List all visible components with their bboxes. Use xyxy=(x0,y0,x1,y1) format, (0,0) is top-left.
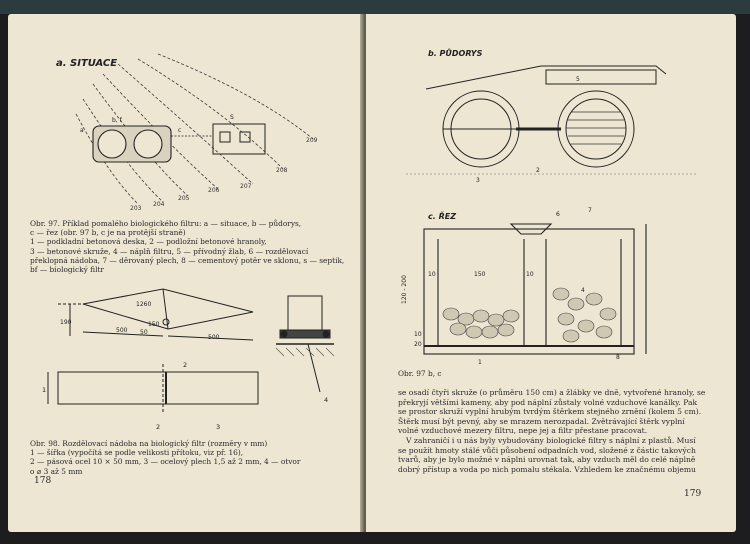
fig97c-mark: 6 xyxy=(556,211,560,218)
fig97c-mark: 10 xyxy=(428,271,436,278)
fig98-dim: 1260 xyxy=(136,301,152,308)
body-line: překryjí většími kameny, aby pod náplní zůstaly volné vzduchové kanálky. Pak xyxy=(398,397,698,407)
fig97c-mark: 20 xyxy=(414,341,422,348)
fig98-mark: 2 xyxy=(156,423,161,431)
right-page xyxy=(366,14,736,532)
fig98-caption xyxy=(30,439,360,476)
left-page xyxy=(8,14,364,532)
fig98-mark: 4 xyxy=(324,396,329,404)
contour-label: 205 xyxy=(178,195,190,202)
fig97b-mark: 3 xyxy=(476,177,480,184)
fig97c-mark: 7 xyxy=(588,207,592,214)
page-number-right: 179 xyxy=(684,489,702,499)
fig97b-mark: 5 xyxy=(576,76,580,83)
fig98-dim: 150 xyxy=(148,321,160,328)
body-line: volné vzduchové mezery filtru, nepe jej a filtr přestane pracovat. xyxy=(398,426,648,436)
fig97c-label: c. ŘEZ xyxy=(428,212,456,221)
caption-line: bf — biologický filtr xyxy=(30,265,104,275)
body-line: Štěrk musí být pevný, aby se mrazem nerozpadal. Zvětrávající štěrk vyplní xyxy=(398,416,685,426)
figure-97c-section xyxy=(366,204,736,374)
fig98-mark: 3 xyxy=(216,423,221,431)
fig97a-mark: b, f xyxy=(112,117,122,124)
figure-97a-situation xyxy=(8,14,364,214)
fig97b-label: b. PŮDORYS xyxy=(428,49,483,58)
body-line: se prostor skruží vyplní hrubým tvrdým štěrkem stejného zrnění (kolem 5 cm). xyxy=(398,407,702,417)
body-line: se osadí čtyři skruže (o průměru 150 cm) a žlábky ve dně, vytvořené hranoly, se xyxy=(398,388,706,397)
fig98-dim: 500 xyxy=(116,327,128,334)
fig97c-mark: 1 xyxy=(478,359,482,366)
contour-label: 203 xyxy=(130,205,142,212)
page-number-left: 178 xyxy=(34,476,52,486)
fig97bc-caption: Obr. 97 b, c xyxy=(398,369,442,378)
body-line: V zahraničí i u nás byly vybudovány biologické filtry s náplní z plastů. Musí xyxy=(406,435,696,445)
fig97a-mark: S xyxy=(230,114,234,121)
fig97c-mark: 10 xyxy=(414,331,422,338)
caption-line: 2 — pásová ocel 10 × 50 mm, 3 — ocelový plech 1,5 až 2 mm, 4 — otvor xyxy=(30,457,301,467)
fig98-dim: 50 xyxy=(140,329,148,336)
fig97a-mark: c xyxy=(178,127,182,134)
fig98-dim: 500 xyxy=(208,334,220,341)
caption-line: 3 — betonové skruže, 4 — náplň filtru, 5 — přívodný žlab, 6 — rozdělovací xyxy=(30,246,309,256)
fig97c-mark: 8 xyxy=(616,354,620,361)
fig97-caption xyxy=(30,219,360,274)
caption-line: o ⌀ 3 až 5 mm xyxy=(30,466,83,476)
caption-line: 1 — šířka (vypočítá se podle velikosti přítoku, viz př. 16), xyxy=(30,448,244,458)
body-line: tvarů, aby je bylo možné v náplni urovnat tak, aby vzduch měl do celé náplně xyxy=(398,455,696,465)
contour-label: 207 xyxy=(240,183,252,190)
contour-label: 206 xyxy=(208,187,220,194)
fig97a-mark: a xyxy=(80,127,84,134)
fig97c-mark: 10 xyxy=(526,271,534,278)
fig98-mark: 1 xyxy=(42,386,47,394)
fig98-dim: 190 xyxy=(60,319,72,326)
fig98-mark: 2 xyxy=(183,361,188,369)
body-line: se použít hmoty stálé vůči působení odpadních vod, složené z částic takových xyxy=(398,445,696,455)
body-line: dobrý přístup a voda po nich pomalu stékala. Vzhledem ke značnému objemu xyxy=(398,464,696,474)
caption-line: c — řez (obr. 97 b, c je na protější straně) xyxy=(30,228,186,238)
figure-97b-plan xyxy=(366,14,736,199)
contour-label: 204 xyxy=(153,201,165,208)
fig97c-mark: 120 - 200 xyxy=(401,275,408,304)
caption-line: 1 — podkladní betonová deska, 2 — podložní betonové hranoly, xyxy=(30,237,267,247)
caption-line: Obr. 98. Rozdělovací nádoba na biologický filtr (rozměry v mm) xyxy=(30,439,268,448)
fig97b-mark: 2 xyxy=(536,167,540,174)
scan-top-band xyxy=(0,0,750,14)
fig97c-mark: 150 xyxy=(474,271,486,278)
contour-label: 209 xyxy=(306,137,318,144)
fig97c-mark: 4 xyxy=(581,287,585,294)
figure-98-distribution-vessel xyxy=(8,274,364,439)
caption-line: překlopná nádoba, 7 — děrovaný plech, 8 — cementový potěr ve sklonu, s — septik, xyxy=(30,255,345,265)
fig97a-label: a. SITUACE xyxy=(56,58,118,69)
contour-label: 208 xyxy=(276,167,288,174)
caption-line: Obr. 97. Příklad pomalého biologického filtru: a — situace, b — půdorys, xyxy=(30,219,302,228)
body-text xyxy=(398,388,716,474)
